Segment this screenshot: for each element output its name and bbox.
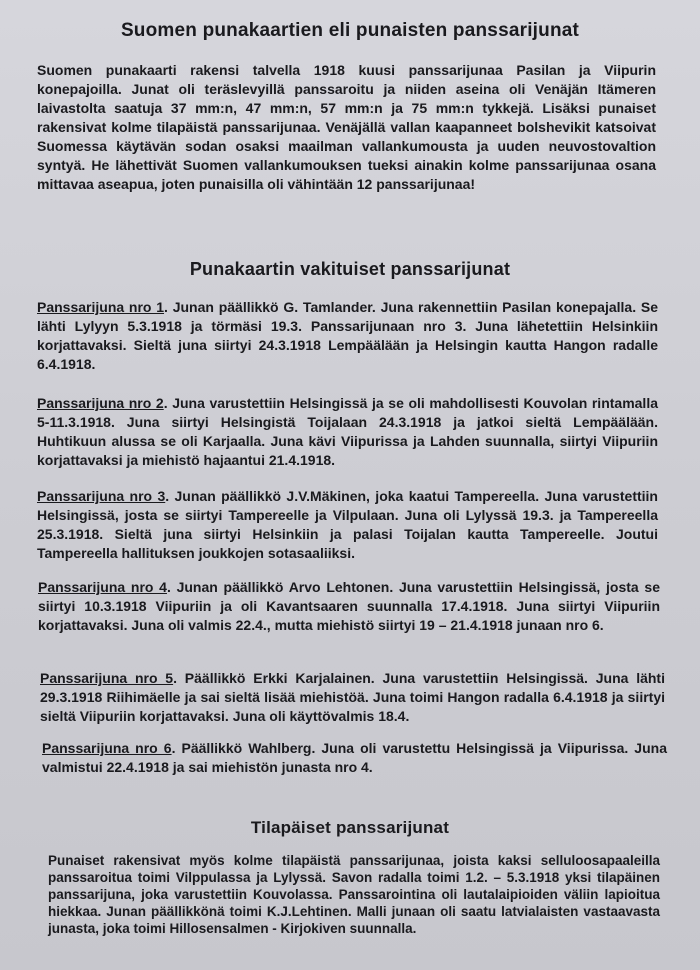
train-paragraph-1 [37, 298, 658, 374]
train-paragraph-4 [38, 578, 660, 635]
train-text-5: . Päällikkö Erkki Karjalainen. Juna varustettiin Helsingissä. Juna lähti 29.3.1918 Riihimäelle ja sai sieltä lisää miehistöä. Juna toimi Hangon radalla 6.4.1918 ja siirtyi sieltä Viipuriin korjattavaksi. Juna oli käyttövalmis 18.4. [40, 670, 665, 724]
temporary-trains-heading: Tilapäiset panssarijunat [250, 818, 450, 837]
temporary-trains-paragraph: Punaiset rakensivat myös kolme tilapäistä panssarijunaa, joista kaksi selluloosapaaleilla panssaroitua toimi Vilppulassa ja Lylyssä. Savon radalla toimi 1.2. – 5.3.1918 yksi tilapäinen panssarijuna, joka varustettiin Kouvolassa. Panssarointina oli lautalaipioiden väliin lapioitua hiekkaa. Junan päällikkönä toimi K.J.Lehtinen. Malli junaan oli saatu latvialaisten vastaavasta junasta, joka toimi Hillosensalmen - Kirjokiven suunnalla. [48, 853, 660, 936]
intro-paragraph: Suomen punakaarti rakensi talvella 1918 kuusi panssarijunaa Pasilan ja Viipurin konepajoilla. Junat oli teräslevyillä panssaroitu ja niiden aseina oli Venäjän Itämeren laivastolta saatuja 37 mm:n, 47 mm:n, 57 mm:n ja 75 mm:n tykkejä. Lisäksi punaiset rakensivat kolme tilapäistä panssarijunaa. Venäjällä vallan kaapanneet bolshevikit katsoivat Suomessa käytävän sodan osaksi maailman vallankumousta ja uuden neuvostovaltion syntyä. He lähettivät Suomen vallankumouksen tueksi ainakin kolme panssarijunaa osana mittavaa aseapua, joten punaisilla oli vähintään 12 panssarijunaa! [37, 62, 656, 192]
train-text-3: . Junan päällikkö J.V.Mäkinen, joka kaatui Tampereella. Juna varustettiin Helsingissä, josta se siirtyi Tampereelle ja Vilpulaan. Juna oli Lylyssä 19.3. ja Tampereella 25.3.1918. Sieltä juna siirtyi Helsinkiin ja palasi Toijalan kautta Tampereelle. Joutui Tampereella hallituksen joukkojen sotasaaliiksi. [37, 488, 658, 561]
train-title-2: Panssarijuna nro 2 [37, 395, 164, 411]
page-title: Suomen punakaartien eli punaisten panssarijunat [120, 20, 580, 41]
train-paragraph-6 [42, 739, 667, 777]
regular-trains-heading: Punakaartin vakituiset panssarijunat [189, 259, 511, 279]
train-title-5: Panssarijuna nro 5 [40, 670, 174, 686]
train-paragraph-5 [40, 669, 665, 726]
train-title-4: Panssarijuna nro 4 [38, 579, 167, 595]
train-text-2: . Juna varustettiin Helsingissä ja se oli mahdollisesti Kouvolan rintamalla 5-11.3.1918. Juna siirtyi Helsingistä Toijalaan 24.3.1918 ja jatkoi sieltä Lempäälään. Huhtikuun alussa se oli Karjaalla. Juna kävi Viipurissa ja Lahden suunnalla, siirtyi Viipuriin korjattavaksi ja miehistö hajaantui 21.4.1918. [37, 395, 658, 468]
train-title-3: Panssarijuna nro 3 [37, 488, 166, 504]
train-text-1: . Junan päällikkö G. Tamlander. Juna rakennettiin Pasilan konepajalla. Se lähti Lylyyn 5.3.1918 ja törmäsi 19.3. Panssarijunaan nro 3. Juna lähetettiin Helsinkiin korjattavaksi. Sieltä juna siirtyi 24.3.1918 Lempäälään ja Helsingin kautta Hangon radalle 6.4.1918. [37, 299, 658, 372]
train-text-6: . Päällikkö Wahlberg. Juna oli varustettu Helsingissä ja Viipurissa. Juna valmistui 22.4.1918 ja sai miehistön junasta nro 4. [42, 740, 667, 775]
train-text-4: . Junan päällikkö Arvo Lehtonen. Juna varustettiin Helsingissä, josta se siirtyi 10.3.1918 Viipuriin ja oli Kavantsaaren suunnalla 17.4.1918. Juna siirtyi Viipuriin korjattavaksi. Juna oli valmis 22.4., mutta miehistö siirtyi 19 – 21.4.1918 junaan nro 6. [38, 579, 660, 633]
train-title-6: Panssarijuna nro 6 [42, 740, 172, 756]
train-title-1: Panssarijuna nro 1 [37, 299, 165, 315]
train-paragraph-3 [37, 487, 658, 563]
train-paragraph-2 [37, 394, 658, 470]
